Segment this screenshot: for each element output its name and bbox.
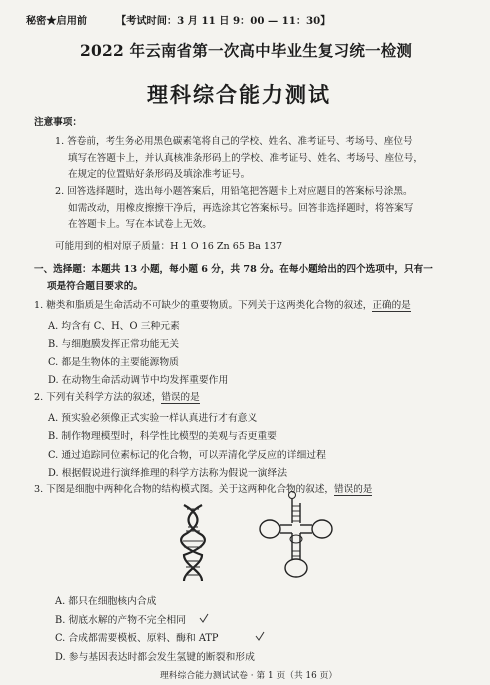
q2-option-b: B. 制作物理模型时，科学性比模型的美观与否更重要 [48,431,277,442]
question-3-key-phrase: 错误的是 [334,484,373,495]
q3-option-a: A. 都只在细胞核内合成 [55,596,157,607]
question-2-key-phrase: 错误的是 [161,392,200,403]
note-2-line-3: 在答题卡上。写在本试卷上无效。 [68,219,212,230]
subject-title: 理科综合能力测试 [147,82,331,107]
section-1-line-2: 项是符合题目要求的。 [47,281,143,292]
trna-cloverleaf-diagram [258,489,338,581]
section-1-line-1: 一、选择题：本题共 13 小题，每小题 6 分，共 78 分。在每小题给出的四个选项中，只有一 [34,264,433,275]
q2-option-c: C. 通过追踪同位素标记的化合物，可以弄清化学反应的详细过程 [48,450,326,461]
exam-time: 【考试时间：3 月 11 日 9：00 — 11：30】 [116,15,331,27]
note-2-line-1: 2. 回答选择题时，选出每小题答案后，用铅笔把答题卡上对应题目的答案标号涂黑。 [55,186,413,197]
atomic-mass-line: 可能用到的相对原子质量：H 1 O 16 Zn 65 Ba 137 [55,241,283,252]
note-2-line-2: 如需改动，用橡皮擦擦干净后，再选涂其它答案标号。回答非选择题时，将答案写 [68,203,414,214]
q2-option-d: D. 根据假说进行演绎推理的科学方法称为假说一演绎法 [48,468,288,479]
page-footer: 理科综合能力测试试卷 · 第 1 页（共 16 页） [160,671,338,681]
question-3-stem: 3. 下图是细胞中两种化合物的结构模式图。关于这两种化合物的叙述，错误的是 [34,484,373,495]
handwritten-check-mark-icon [198,612,210,624]
handwritten-check-mark-icon [254,630,266,642]
q3-option-b: B. 彻底水解的产物不完全相同 [55,615,186,626]
q2-option-a: A. 预实验必须像正式实验一样认真进行才有意义 [48,413,258,424]
question-2-stem: 2. 下列有关科学方法的叙述，错误的是 [34,392,200,403]
question-1-key-phrase: 正确的是 [372,300,411,311]
note-1-line-2: 填写在答题卡上，并认真核准条形码上的学校、准考证号、姓名、考场号、座位号， [68,153,423,164]
q1-option-b: B. 与细胞膜发挥正常功能无关 [48,339,179,350]
exam-title: 2022 年云南省第一次高中毕业生复习统一检测 [80,41,413,60]
note-1-line-1: 1. 答卷前，考生务必用黑色碳素笔将自己的学校、姓名、准考证号、考场号、座位号 [55,136,413,147]
notes-heading: 注意事项： [34,117,82,128]
q1-option-c: C. 都是生物体的主要能源物质 [48,357,179,368]
note-1-line-3: 在规定的位置贴好条形码及填涂准考证号。 [68,169,251,180]
q3-option-d: D. 参与基因表达时都会发生氢键的断裂和形成 [55,652,255,663]
q1-option-d: D. 在动物生命活动调节中均发挥重要作用 [48,375,229,386]
dna-double-helix-diagram [178,503,208,583]
q1-option-a: A. 均含有 C、H、O 三种元素 [48,321,180,332]
secret-label: 秘密★启用前 [26,15,88,27]
q3-option-c: C. 合成都需要模板、原料、酶和 ATP [55,633,219,644]
question-1-stem: 1. 糖类和脂质是生命活动不可缺少的重要物质。下列关于这两类化合物的叙述，正确的是 [34,300,411,311]
